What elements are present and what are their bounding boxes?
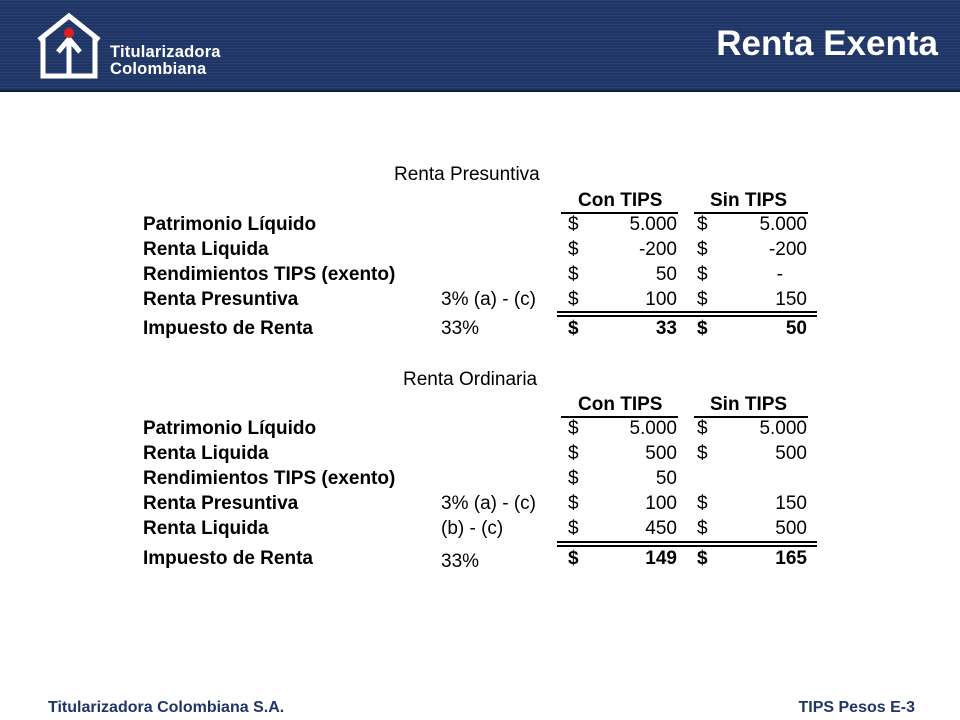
currency-symbol: $ [697,318,708,339]
table-row [0,518,960,542]
currency-symbol: $ [568,214,579,235]
slide-header [0,0,960,92]
value-sin-tips: 150 [775,289,807,310]
row-label: Renta Presuntiva [143,289,299,310]
value-con-tips: 500 [645,443,677,464]
section-title-presuntiva: Renta Presuntiva [394,164,540,185]
logo-line-1: Titularizadora [110,43,221,61]
value-sin-tips: 150 [775,493,807,514]
table-row [0,239,960,263]
table-row [0,493,960,517]
row-label: Impuesto de Renta [143,318,313,339]
value-con-tips: 100 [645,493,677,514]
row-formula: (b) - (c) [441,518,504,539]
currency-symbol: $ [697,548,708,569]
logo-wordmark [110,44,221,78]
row-label: Renta Liquida [143,239,269,260]
currency-symbol: $ [568,493,579,514]
house-arrow-icon [34,12,104,80]
col-header-con-tips: Con TIPS [578,394,663,415]
section-title-ordinaria: Renta Ordinaria [403,369,538,390]
col-header-sin-tips: Sin TIPS [710,190,788,211]
value-sin-tips: 500 [775,518,807,539]
row-label: Rendimientos TIPS (exento) [143,264,396,285]
value-sin-tips: 5.000 [759,418,807,439]
currency-symbol: $ [697,418,708,439]
value-con-tips: 450 [645,518,677,539]
currency-symbol: $ [697,443,708,464]
table-row [0,289,960,313]
currency-symbol: $ [568,443,579,464]
page-title: Renta Exenta [716,24,938,63]
table-row [0,264,960,288]
value-sin-tips: 50 [785,318,807,339]
currency-symbol: $ [568,518,579,539]
value-con-tips: 5.000 [629,418,677,439]
currency-symbol: $ [568,264,579,285]
value-con-tips: 5.000 [629,214,677,235]
value-con-tips: 33 [655,318,677,339]
row-formula: 33% [441,318,480,339]
row-label: Patrimonio Líquido [143,418,317,439]
table-row [0,443,960,467]
currency-symbol: $ [568,239,579,260]
footer-page-label: TIPS Pesos E-3 [798,699,915,716]
currency-symbol: $ [697,239,708,260]
currency-symbol: $ [697,518,708,539]
currency-symbol: $ [697,289,708,310]
currency-symbol: $ [568,318,579,339]
currency-symbol: $ [568,418,579,439]
value-sin-tips: 500 [775,443,807,464]
value-sin-tips: 5.000 [759,214,807,235]
value-sin-tips: - [776,264,783,285]
row-label: Impuesto de Renta [143,548,313,569]
logo-line-2: Colombiana [110,60,207,78]
row-formula: 33% [441,551,480,572]
value-con-tips: -200 [638,239,677,260]
col-header-con-tips: Con TIPS [578,190,663,211]
row-formula: 3% (a) - (c) [441,493,536,514]
table-row [0,214,960,238]
col-header-sin-tips: Sin TIPS [710,394,788,415]
value-con-tips: 149 [645,548,677,569]
total-row [0,318,960,342]
total-double-rule [557,311,817,317]
value-sin-tips: 165 [775,548,807,569]
row-label: Patrimonio Líquido [143,214,317,235]
table-row [0,468,960,492]
row-formula: 3% (a) - (c) [441,289,536,310]
currency-symbol: $ [697,493,708,514]
row-label: Renta Liquida [143,443,269,464]
footer-company: Titularizadora Colombiana S.A. [48,699,285,716]
total-row [0,548,960,572]
currency-symbol: $ [568,289,579,310]
currency-symbol: $ [568,548,579,569]
row-label: Renta Liquida [143,518,269,539]
total-double-rule [557,541,817,547]
row-label: Renta Presuntiva [143,493,299,514]
currency-symbol: $ [568,468,579,489]
value-con-tips: 100 [645,289,677,310]
row-label: Rendimientos TIPS (exento) [143,468,396,489]
value-sin-tips: -200 [768,239,807,260]
value-con-tips: 50 [655,264,677,285]
currency-symbol: $ [697,214,708,235]
value-con-tips: 50 [655,468,677,489]
currency-symbol: $ [697,264,708,285]
table-row [0,418,960,442]
